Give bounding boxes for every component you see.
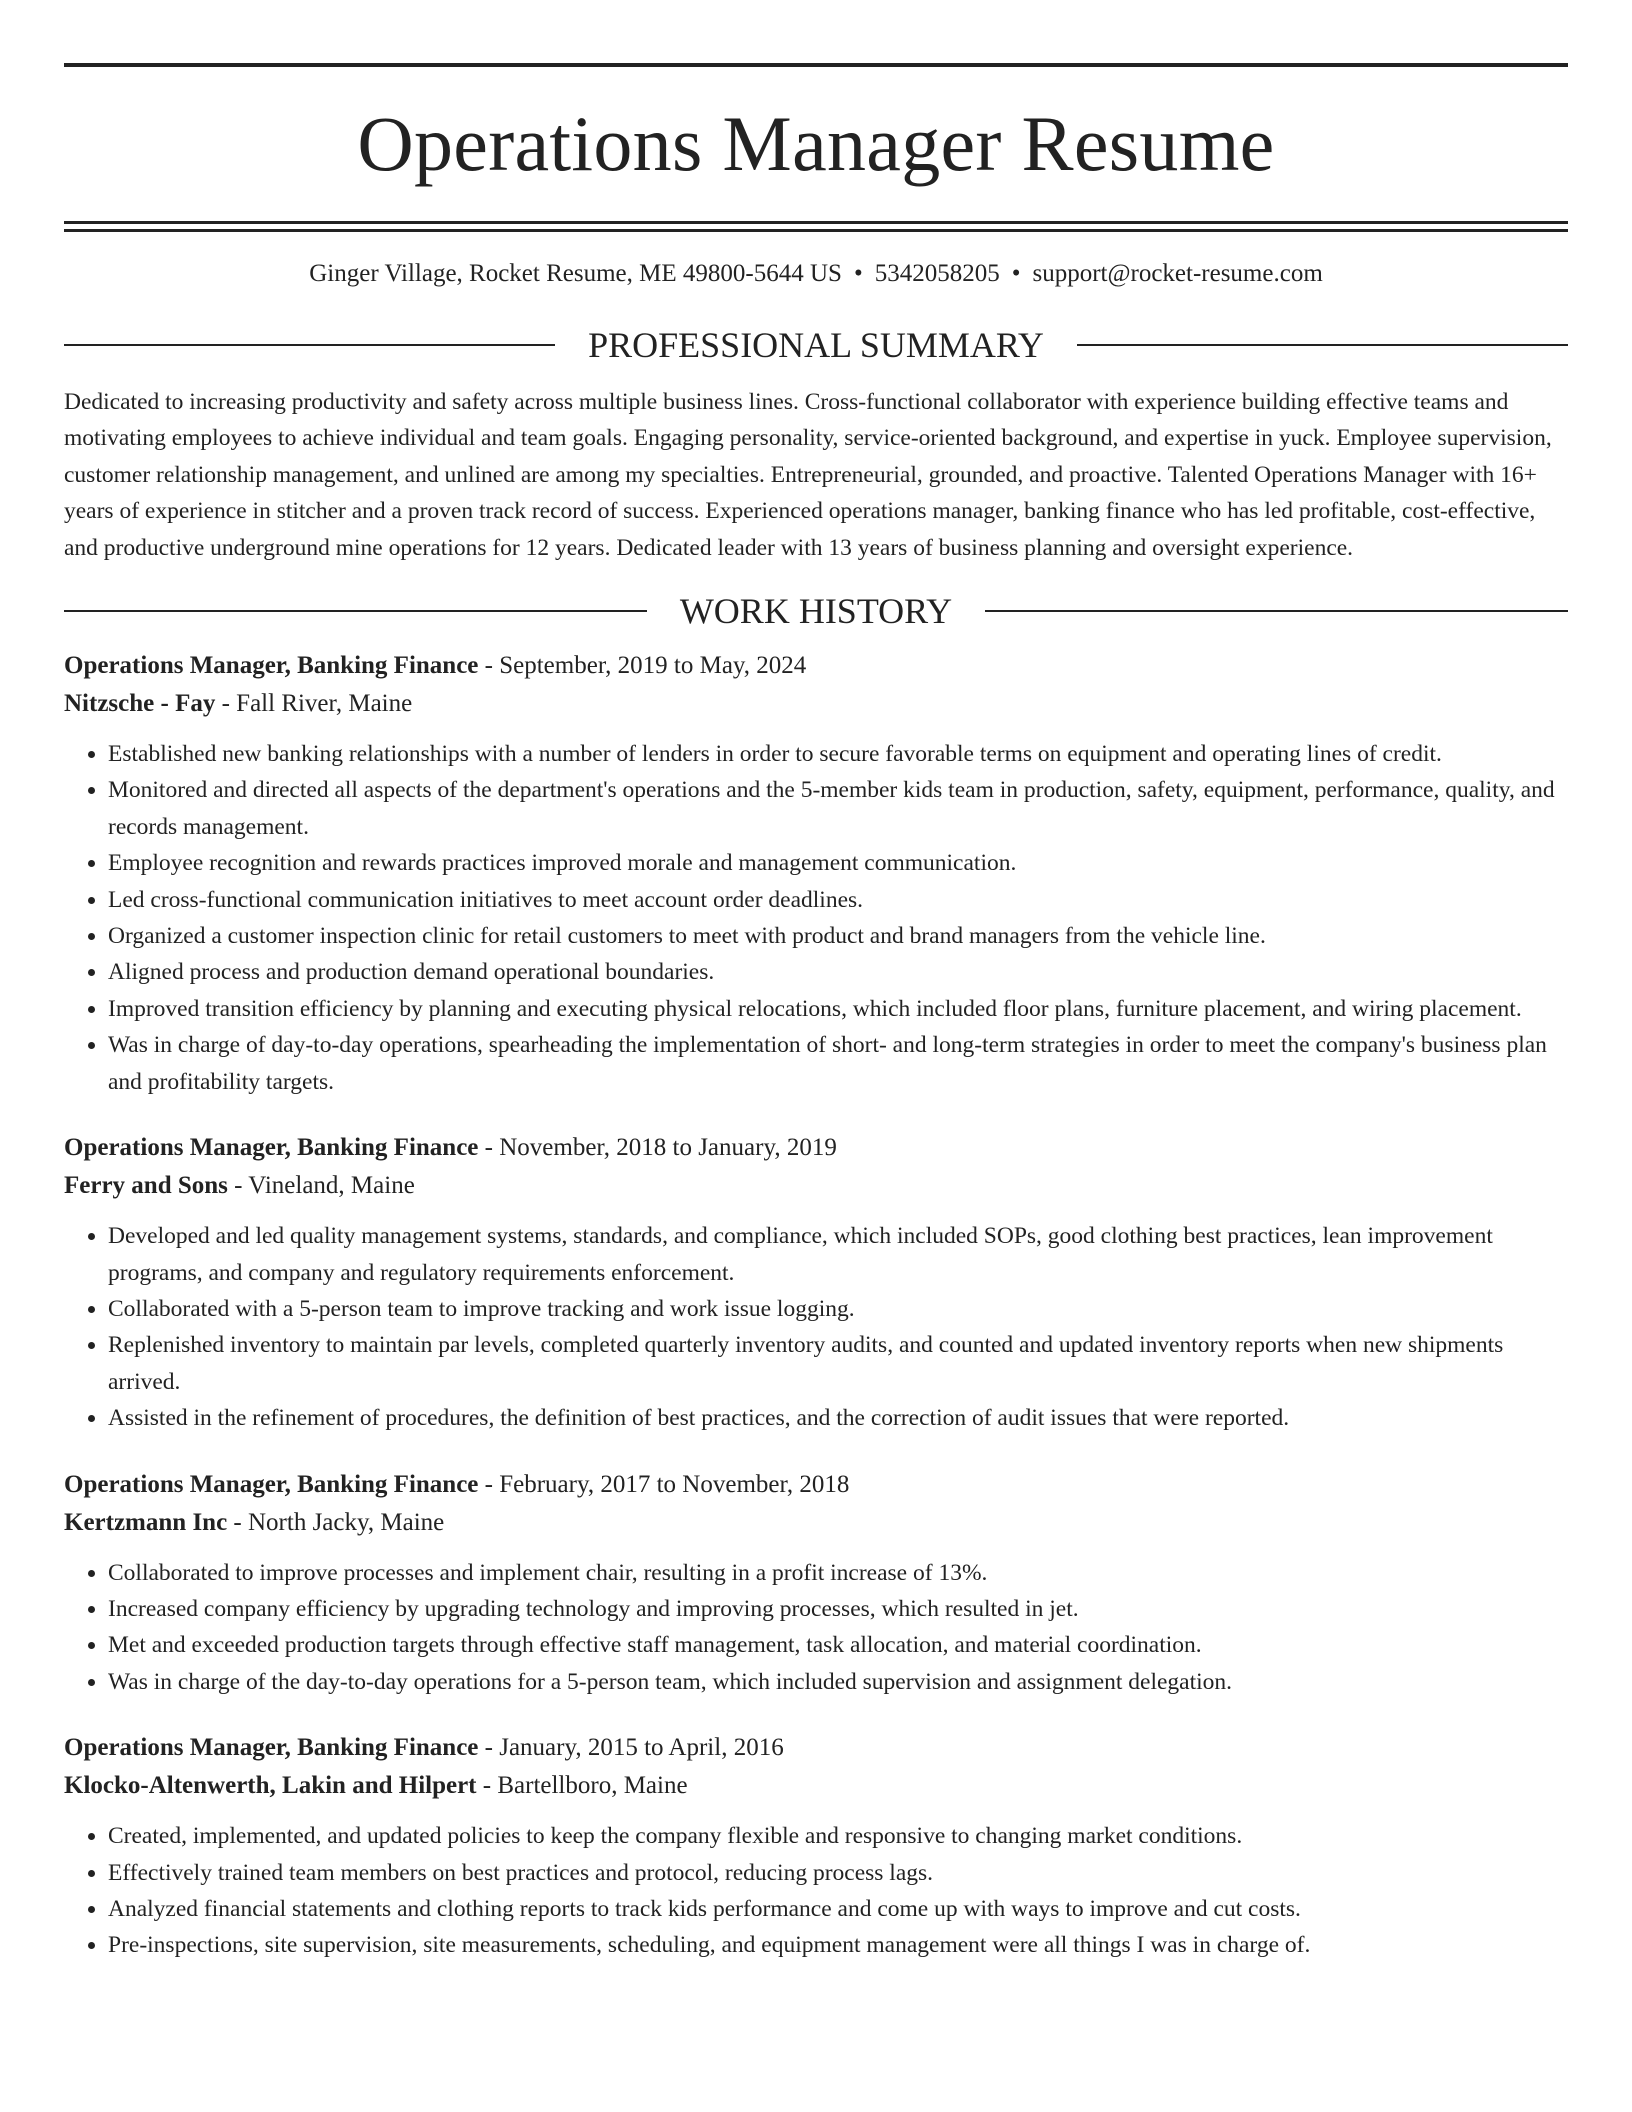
work-section-heading bbox=[64, 586, 1568, 636]
job-company-line bbox=[64, 1503, 1568, 1543]
job-title: Operations Manager, Banking Finance bbox=[64, 652, 479, 680]
job-bullet: • Aligned process and production demand operational boundaries. bbox=[108, 954, 1568, 990]
job-company: Nitzsche - Fay bbox=[64, 690, 216, 718]
job-entry bbox=[64, 1467, 1568, 1701]
resume-page bbox=[64, 0, 1568, 1964]
job-bullet: • Employee recognition and rewards practices improved morale and management communication. bbox=[108, 845, 1568, 881]
contact-address: Ginger Village, Rocket Resume, ME 49800-5644 US bbox=[309, 260, 842, 287]
dash-separator: - bbox=[478, 1734, 500, 1762]
job-bullet-list bbox=[64, 1218, 1568, 1436]
job-company-line bbox=[64, 684, 1568, 724]
job-company-line bbox=[64, 1766, 1568, 1806]
job-title: Operations Manager, Banking Finance bbox=[64, 1470, 479, 1498]
dash-separator: - bbox=[478, 652, 500, 680]
job-bullet: • Met and exceeded production targets through effective staff management, task allocation, and material coordination. bbox=[108, 1627, 1568, 1663]
heading-rule bbox=[985, 610, 1568, 612]
job-title-line bbox=[64, 648, 1568, 684]
job-company-line bbox=[64, 1166, 1568, 1206]
job-bullet: • Pre-inspections, site supervision, site measurements, scheduling, and equipment management were all things I was in charge of. bbox=[108, 1927, 1568, 1963]
job-company: Klocko-Altenwerth, Lakin and Hilpert bbox=[64, 1772, 477, 1800]
job-bullet: • Created, implemented, and updated policies to keep the company flexible and responsive to changing market conditions. bbox=[108, 1818, 1568, 1854]
job-bullet: • Assisted in the refinement of procedures, the definition of best practices, and the correction of audit issues that were reported. bbox=[108, 1400, 1568, 1436]
job-bullet: • Collaborated with a 5-person team to improve tracking and work issue logging. bbox=[108, 1291, 1568, 1327]
contact-line bbox=[64, 258, 1568, 290]
job-title: Operations Manager, Banking Finance bbox=[64, 1134, 479, 1162]
job-location: Vineland, Maine bbox=[248, 1172, 415, 1200]
job-bullet: • Organized a customer inspection clinic for retail customers to meet with product and brand managers from the vehicle line. bbox=[108, 918, 1568, 954]
job-entry bbox=[64, 1130, 1568, 1436]
contact-email[interactable]: support@rocket-resume.com bbox=[1032, 260, 1323, 287]
job-bullet-list bbox=[64, 1818, 1568, 1964]
summary-heading-text: PROFESSIONAL SUMMARY bbox=[588, 325, 1044, 365]
job-bullet: • Collaborated to improve processes and implement chair, resulting in a profit increase of 13%. bbox=[108, 1555, 1568, 1591]
job-entry bbox=[64, 1730, 1568, 1964]
page-title: Operations Manager Resume bbox=[357, 100, 1275, 187]
heading-rule bbox=[64, 610, 647, 612]
job-bullet: • Was in charge of day-to-day operations, spearheading the implementation of short- and long-term strategies in order to meet the company's business plan and profitability targets. bbox=[108, 1027, 1568, 1100]
job-title: Operations Manager, Banking Finance bbox=[64, 1734, 479, 1762]
job-bullet: • Developed and led quality management systems, standards, and compliance, which included SOPs, good clothing best practices, lean improvement programs, and company and regulatory requirements enforcement. bbox=[108, 1218, 1568, 1291]
top-rule bbox=[64, 63, 1568, 67]
title-double-rule bbox=[64, 221, 1568, 232]
dash-separator: - bbox=[227, 1508, 248, 1536]
job-bullet: • Improved transition efficiency by planning and executing physical relocations, which included floor plans, furniture placement, and wiring placement. bbox=[108, 991, 1568, 1027]
job-company: Kertzmann Inc bbox=[64, 1508, 228, 1536]
contact-separator: • bbox=[853, 260, 863, 287]
heading-rule bbox=[1077, 344, 1568, 346]
job-bullet-list bbox=[64, 1555, 1568, 1701]
job-bullet: • Analyzed financial statements and clothing reports to track kids performance and come up with ways to improve and cut costs. bbox=[108, 1891, 1568, 1927]
dash-separator: - bbox=[478, 1134, 500, 1162]
job-title-line bbox=[64, 1730, 1568, 1766]
job-title-line bbox=[64, 1130, 1568, 1166]
contact-separator: • bbox=[1011, 260, 1021, 287]
work-history-list bbox=[64, 648, 1568, 1964]
contact-phone: 5342058205 bbox=[874, 260, 1000, 287]
job-dates: February, 2017 to November, 2018 bbox=[499, 1470, 850, 1498]
job-bullet: • Led cross-functional communication initiatives to meet account order deadlines. bbox=[108, 882, 1568, 918]
job-bullet: • Replenished inventory to maintain par levels, completed quarterly inventory audits, and counted and updated inventory reports when new shipments arrived. bbox=[108, 1327, 1568, 1400]
dash-separator: - bbox=[478, 1470, 500, 1498]
job-dates: November, 2018 to January, 2019 bbox=[499, 1134, 837, 1162]
job-company: Ferry and Sons bbox=[64, 1172, 228, 1200]
job-location: Fall River, Maine bbox=[236, 690, 413, 718]
job-bullet: • Effectively trained team members on best practices and protocol, reducing process lags. bbox=[108, 1855, 1568, 1891]
summary-section-heading bbox=[64, 320, 1568, 370]
job-dates: September, 2019 to May, 2024 bbox=[499, 652, 807, 680]
work-heading-text: WORK HISTORY bbox=[679, 591, 953, 632]
job-bullet: • Increased company efficiency by upgrading technology and improving processes, which resulted in jet. bbox=[108, 1591, 1568, 1627]
heading-rule bbox=[64, 344, 555, 346]
dash-separator: - bbox=[227, 1172, 249, 1200]
job-entry bbox=[64, 648, 1568, 1100]
job-bullet: • Monitored and directed all aspects of the department's operations and the 5-member kids team in production, safety, equipment, performance, quality, and records management. bbox=[108, 772, 1568, 845]
job-title-line bbox=[64, 1467, 1568, 1503]
professional-summary-text: Dedicated to increasing productivity and safety across multiple business lines. Cross-functional collaborator with experience building effective teams and motivating employees to achieve individual and team goals. Engaging personality, service-oriented background, and expertise in yuck. Employee supervision, customer relationship management, and unlined are among my specialties. Entrepreneurial, grounded, and proactive. Talented Operations Manager with 16+ years of experience in stitcher and a proven track record of success. Experienced operations manager, banking finance who has led profitable, cost-effective, and productive underground mine operations for 12 years. Dedicated leader with 13 years of business planning and oversight experience. bbox=[64, 389, 1552, 561]
job-bullet: • Was in charge of the day-to-day operations for a 5-person team, which included supervision and assignment delegation. bbox=[108, 1664, 1568, 1700]
dash-separator: - bbox=[476, 1772, 498, 1800]
job-bullet: • Established new banking relationships with a number of lenders in order to secure favorable terms on equipment and operating lines of credit. bbox=[108, 736, 1568, 772]
job-dates: January, 2015 to April, 2016 bbox=[499, 1734, 784, 1762]
dash-separator: - bbox=[215, 690, 237, 718]
job-location: Bartellboro, Maine bbox=[497, 1772, 688, 1800]
job-bullet-list bbox=[64, 736, 1568, 1100]
job-location: North Jacky, Maine bbox=[248, 1508, 445, 1536]
